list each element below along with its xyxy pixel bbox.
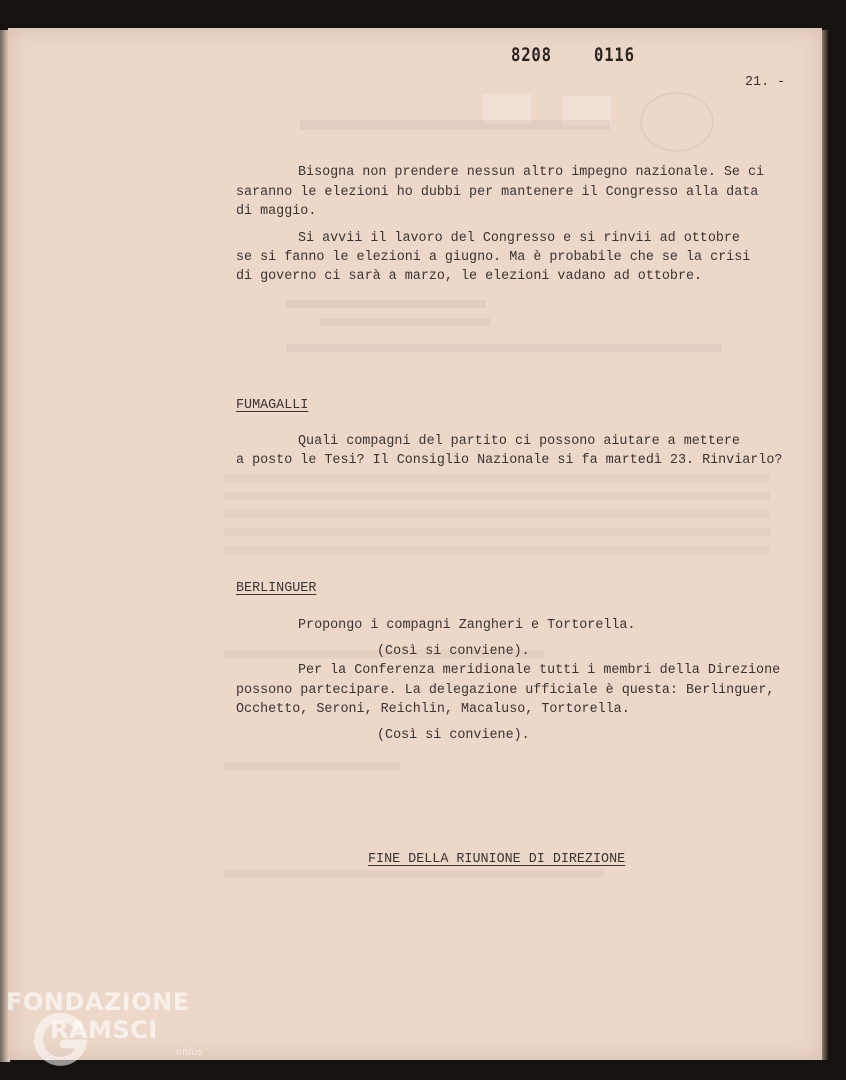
paragraph-line: se si fanno le elezioni a giugno. Ma è probabile che se la crisi (236, 250, 751, 265)
bleed-through-line (224, 870, 604, 878)
page-edge (822, 30, 828, 1060)
paragraph-line: Occhetto, Seroni, Reichlin, Macaluso, Tortorella. (236, 702, 630, 717)
paragraph-line: di maggio. (236, 204, 317, 219)
speaker-heading: BERLINGUER (236, 581, 317, 596)
paragraph-line: Si avvii il lavoro del Congresso e si rinvii ad ottobre (298, 231, 740, 246)
bleed-through-line (286, 300, 486, 308)
watermark-suffix: onlus (176, 1047, 203, 1058)
bleed-through-line (320, 318, 490, 326)
closing-line: FINE DELLA RIUNIONE DI DIREZIONE (368, 852, 626, 867)
speaker-heading: FUMAGALLI (236, 398, 309, 413)
paragraph-line: di governo ci sarà a marzo, le elezioni vadano ad ottobre. (236, 269, 703, 284)
bleed-through-block (224, 474, 770, 554)
bleed-through-line (300, 120, 610, 130)
paragraph-line: Quali compagni del partito ci possono aiutare a mettere (298, 434, 740, 449)
agreement-note: (Così si conviene). (377, 644, 530, 659)
paragraph-line: Bisogna non prendere nessun altro impegno nazionale. Se ci (298, 165, 765, 180)
paragraph-line: Per la Conferenza meridionale tutti i membri della Direzione (298, 663, 781, 678)
paragraph-line: a posto le Tesi? Il Consiglio Nazionale si fa martedì 23. Rinviarlo? (236, 453, 783, 468)
agreement-note: (Così si conviene). (377, 728, 530, 743)
bleed-through-line (286, 344, 722, 352)
archive-stamp-number: 0116 (594, 44, 635, 66)
watermark-line1: FONDAZIONE (6, 988, 190, 1016)
archive-stamp-series: 8208 (511, 44, 552, 66)
paragraph-line: possono partecipare. La delegazione ufficiale è questa: Berlinguer, (236, 683, 775, 698)
paragraph-line: Propongo i compagni Zangheri e Tortorella. (298, 618, 636, 633)
page-number: 21. - (745, 75, 786, 90)
bleed-through-circle (640, 92, 714, 152)
watermark-line2: RAMSCI (50, 1016, 158, 1044)
paragraph-line: saranno le elezioni ho dubbi per mantenere il Congresso alla data (236, 185, 759, 200)
bleed-through-line (224, 762, 400, 770)
fondazione-gramsci-watermark (6, 988, 203, 1058)
